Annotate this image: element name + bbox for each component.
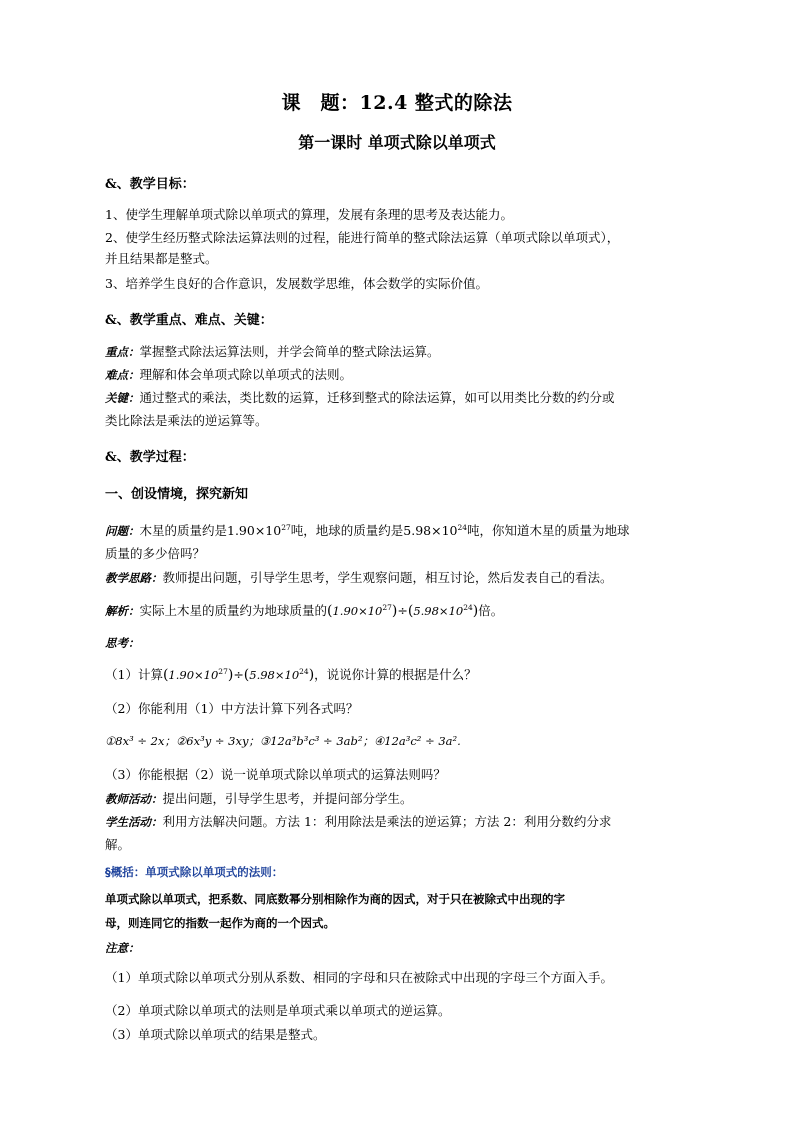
division-sign: ÷: [397, 603, 408, 618]
q1-text-b: ，说说你计算的根据是什么？: [314, 667, 477, 682]
section-heading-process: &、教学过程：: [105, 450, 195, 465]
focus-label: 重点：: [105, 345, 140, 359]
q3-line: （3）你能根据（2）说一说单项式除以单项式的运算法则吗？: [105, 767, 446, 782]
division-sign: ÷: [233, 667, 244, 682]
page-title: 课 题：12.4 整式的除法: [281, 92, 513, 114]
analysis-label: 解析：: [105, 604, 140, 618]
note-label: 注意：: [105, 941, 140, 955]
exponent: 24: [463, 602, 473, 612]
think-line: [105, 632, 710, 654]
rule-line-1: 单项式除以单项式，把系数、同底数幂分别相除作为商的因式，对于只在被除式中出现的字: [105, 892, 565, 906]
focus-line: [105, 341, 710, 363]
key-line: [105, 387, 710, 409]
question-label: 问题：: [105, 524, 140, 538]
objective-3: 3、培养学生良好的合作意识，发展数学思维，体会数学的实际价值。: [105, 276, 488, 291]
objective-2-cont: 并且结果都是整式。: [105, 251, 218, 266]
analysis-text-a: 实际上木星的质量约为地球质量的: [139, 603, 328, 618]
difficulty-label: 难点：: [105, 368, 140, 382]
note-label-line: [105, 937, 710, 959]
exponent: 27: [382, 602, 392, 612]
idea-line: [105, 567, 710, 589]
analysis-text-b: 倍。: [478, 603, 504, 618]
student-label: 学生活动：: [105, 815, 163, 829]
note-3: （3）单项式除以单项式的结果是整式。: [105, 1027, 326, 1042]
section-heading-objectives: &、教学目标：: [105, 177, 195, 192]
question-line: [105, 520, 710, 542]
q1-line: （1）计算$(1.90\times 10^{27})\div(5.98\times 10^{24})$，说说你计算的根据是什么？: [105, 666, 477, 683]
part1-heading: 一、创设情境，探究新知: [105, 487, 249, 502]
difficulty-line: [105, 364, 710, 386]
idea-label: 教学思路：: [105, 571, 163, 585]
exponent: 27: [281, 522, 291, 532]
expr-a: 1.90×10: [332, 604, 383, 618]
expr-b: 5.98×10: [249, 668, 300, 682]
exponent: 24: [299, 666, 309, 676]
rule-line-2: 母，则连同它的指数一起作为商的一个因式。: [105, 916, 335, 930]
student-line-cont: 解。: [105, 837, 131, 852]
question-text-c: 吨，你知道木星的质量为地球: [467, 523, 630, 538]
question-line-cont: 质量的多少倍吗？: [105, 546, 206, 561]
analysis-line: 解析：实际上木星的质量约为地球质量的$(1.90\times 10^{27})\div(5.98\times 10^{24})$倍。: [105, 602, 504, 619]
student-line: [105, 811, 710, 833]
expr-b: 5.98×10: [413, 604, 464, 618]
exponent: 24: [457, 522, 468, 532]
key-label: 关键：: [105, 391, 140, 405]
teacher-line: [105, 788, 710, 810]
note-2: （2）单项式除以单项式的法则是单项式乘以单项式的逆运算。: [105, 1003, 451, 1018]
key-text: 通过整式的乘法，类比数的运算，迁移到整式的除法运算，如可以用类比分数的约分或: [139, 390, 615, 405]
section-heading-focus: &、教学重点、难点、关键：: [105, 313, 273, 328]
page-subtitle: 第一课时 单项式除以单项式: [298, 133, 496, 152]
student-text: 利用方法解决问题。方法 1：利用除法是乘法的逆运算；方法 2：利用分数约分求: [162, 814, 612, 829]
exercise-line: ①8x³ ÷ 2x；②6x³y ÷ 3xy；③12a³b³c³ ÷ 3ab²；④12a³c² ÷ 3a².: [105, 734, 461, 748]
difficulty-text: 理解和体会单项式除以单项式的法则。: [139, 367, 353, 382]
expr-a: 1.90×10: [168, 668, 219, 682]
exponent: 27: [218, 666, 228, 676]
question-text-b: 吨，地球的质量约是5.98×10: [290, 523, 458, 538]
note-1: （1）单项式除以单项式分别从系数、相同的字母和只在被除式中出现的字母三个方面入手。: [105, 970, 613, 985]
question-text-a: 木星的质量约是1.90×10: [139, 523, 282, 538]
think-label: 思考：: [105, 636, 140, 650]
key-line-cont: 类比除法是乘法的逆运算等。: [105, 413, 268, 428]
q1-text-a: （1）计算: [105, 667, 163, 682]
teacher-text: 提出问题，引导学生思考，并提问部分学生。: [162, 791, 413, 806]
objective-2: 2、使学生经历整式除法运算法则的过程，能进行简单的整式除法运算（单项式除以单项式），: [105, 230, 620, 245]
idea-text: 教师提出问题，引导学生思考，学生观察问题，相互讨论，然后发表自己的看法。: [162, 570, 613, 585]
summary-title: §概括：单项式除以单项式的法则：: [105, 865, 284, 879]
q2-line: （2）你能利用（1）中方法计算下列各式吗？: [105, 701, 359, 716]
teacher-label: 教师活动：: [105, 792, 163, 806]
focus-text: 掌握整式除法运算法则，并学会简单的整式除法运算。: [139, 344, 440, 359]
objective-1: 1、使学生理解单项式除以单项式的算理，发展有条理的思考及表达能力。: [105, 207, 513, 222]
